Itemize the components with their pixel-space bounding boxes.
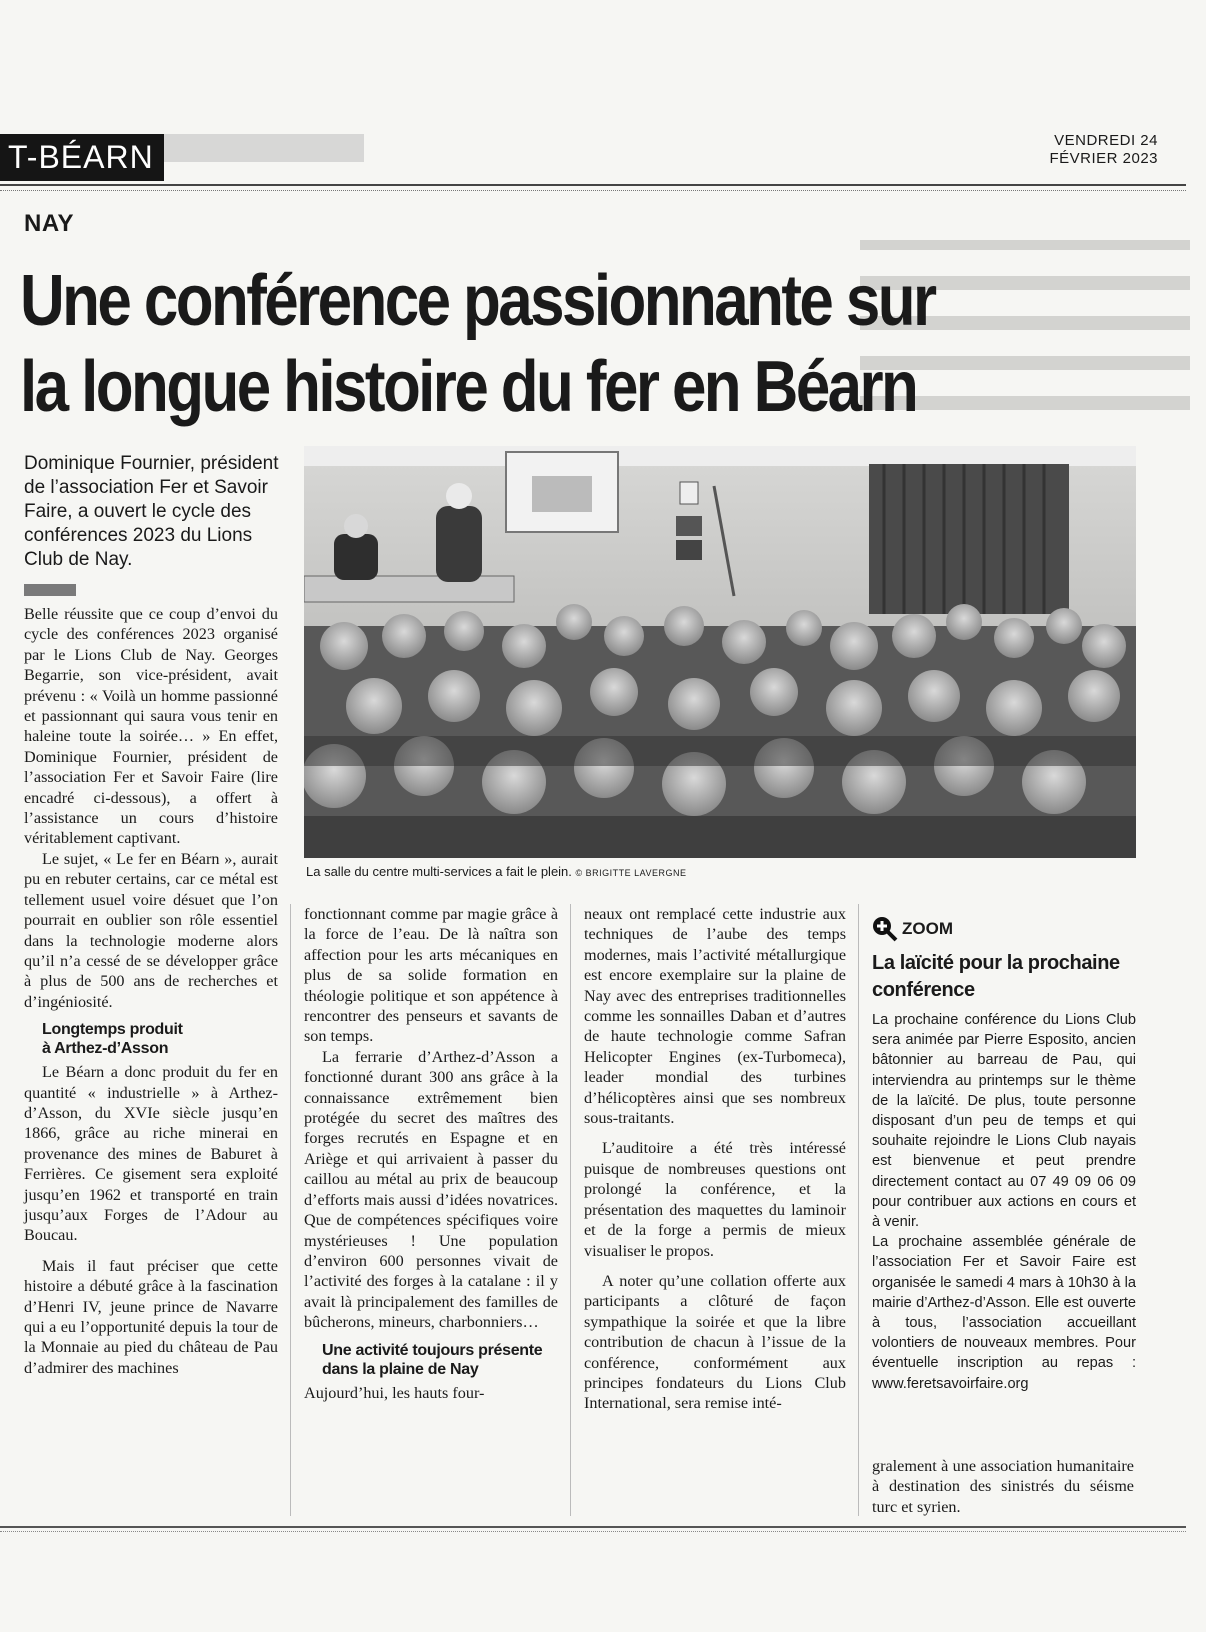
kicker: NAY bbox=[24, 210, 74, 237]
zoom-label bbox=[872, 916, 953, 942]
paragraph: fonctionnant comme par magie grâce à la force de l’eau. De là naîtra son affection pour les arts mécaniques en plus de sa solide formation en théologie politique et son appétence à rencontrer des penseurs et savants de son temps. bbox=[304, 905, 558, 1046]
subheading-line: dans la plaine de Nay bbox=[322, 1360, 479, 1378]
zoom-label-text: ZOOM bbox=[902, 919, 953, 938]
zoom-paragraph: La prochaine assemblée générale de l’association Fer et Savoir Faire est organisée le samedi 4 mars à 10h30 à la mairie d’Arthez-d’Asson. Elle est ouverte à tous, l’association accueillant volontiers de nouveaux membres. Pour éventuelle inscription au repas : www.feretsavoirfaire.org bbox=[872, 1234, 1136, 1392]
ghost-masthead-band bbox=[164, 134, 364, 162]
subheading-line: à Arthez-d’Asson bbox=[42, 1040, 169, 1058]
subheading bbox=[322, 1341, 558, 1379]
magnifier-plus-icon bbox=[872, 916, 898, 942]
dateline bbox=[1049, 132, 1158, 168]
column-separator bbox=[290, 904, 291, 1516]
article-photo bbox=[304, 446, 1136, 858]
paragraph: A noter qu’une collation offerte aux participants a clôturé de façon sympathique la soirée et que la libre contribution de chacun à l’issue de la conférence, conformément aux principes fondateurs du Lions Club International, sera remise inté- bbox=[584, 1271, 846, 1413]
photo-credit: © BRIGITTE LAVERGNE bbox=[575, 868, 687, 878]
paragraph: Belle réussite que ce coup d’envoi du cycle des conférences 2023 organisé par le Lions Club de Nay. Georges Begarrie, son vice-président, avait prévenu : « Voilà un homme passionné et passionnant qui saura vous tenir en haleine toute la soirée… » En effet, Dominique Fournier, président de l’association Fer et Savoir Faire (lire encadré ci-dessous), a offert à l’assistance un cours d’histoire véritablement captivant. bbox=[24, 605, 278, 848]
paragraph: Le Béarn a donc produit du fer en quantité « industrielle » à Arthez-d’Asson, du XVIe siècle jusqu’en 1866, grâce au riche minerai en provenance des mines de Baburet à Ferrières. Ce gisement sera exploité jusqu’en 1962 et transporté en train jusqu’aux Forges de l’Adour au Boucau. bbox=[24, 1063, 278, 1245]
lede: Dominique Fournier, président de l’association Fer et Savoir Faire, a ouvert le cycle des conférences 2023 du Lions Club de Nay. bbox=[24, 453, 279, 570]
subheading-line: Une activité toujours présente bbox=[322, 1341, 543, 1359]
paragraph: Mais il faut préciser que cette histoire a débuté grâce à la fascination d’Henri IV, jeune prince de Navarre qui a eu l’opportunité depuis la tour de la Monnaie au pied du château de Pau d’admirer des machines bbox=[24, 1256, 278, 1377]
article-column-1 bbox=[24, 604, 278, 1378]
header-rule bbox=[0, 184, 1186, 191]
zoom-body bbox=[872, 1010, 1136, 1394]
article-column-4-tail bbox=[872, 1456, 1134, 1517]
zoom-title: La laïcité pour la prochaine conférence bbox=[872, 952, 1120, 1001]
subheading-line: Longtemps produit bbox=[42, 1021, 183, 1039]
paragraph: La ferrarie d’Arthez-d’Asson a fonctionné durant 300 ans grâce à la connaissance extrêmement bien protégée du secret des maîtres des forges recrutés en Espagne et en Ariège et qui arrivaient à passer du caillou au métal au prix de beaucoup d’efforts mais aussi d’idées novatrices. Que de compétences spécifiques voire mystérieuses ! Une population d’environ 600 personnes vivait de l’activité des forges à la catalane : il y avait là principalement des familles de bûcherons, mineurs, charbonniers… bbox=[304, 1047, 558, 1332]
headline-line-2: la longue histoire du fer en Béarn bbox=[20, 347, 917, 427]
column-separator bbox=[858, 904, 859, 1516]
paragraph: neaux ont remplacé cette industrie aux techniques de l’aube des temps modernes, mais l’activité métallurgique est encore exemplaire sur la plaine de Nay avec des entreprises traditionnelles comme les sonnailles Daban et d’autres de haute technologie comme Safran Helicopter Engines (ex-Turbomeca), leader mondial des turbines d’hélicoptères ainsi que ses nombreux sous-traitants. bbox=[584, 905, 846, 1128]
zoom-paragraph: La prochaine conférence du Lions Club sera animée par Pierre Esposito, ancien bâtonnier au barreau de Pau, qui interviendra au printemps sur le thème de la laïcité. De plus, toute personne disposant d’un peu de temps et qui souhaite rejoindre le Lions Club nayais est bienvenue et peut prendre directement contact au 07 49 09 06 09 pour contribuer aux actions en cours et à venir. bbox=[872, 1012, 1136, 1231]
caption-text: La salle du centre multi-services a fait le plein. bbox=[306, 864, 572, 879]
paragraph: Aujourd’hui, les hauts four- bbox=[304, 1383, 485, 1402]
section-tag: T-BÉARN bbox=[0, 134, 164, 181]
paragraph: Le sujet, « Le fer en Béarn », aurait pu en rebuter certains, car ce métal est tellement usuel voire désuet que l’on pourrait en oublier son rôle essentiel dans la technologie moderne alors qu’il n’a cessé de se développer grâce à plus de 500 ans de recherches et d’ingéniosité. bbox=[24, 849, 278, 1011]
date-line-2: FÉVRIER 2023 bbox=[1049, 150, 1158, 167]
article-column-2 bbox=[304, 904, 558, 1403]
footer-rule bbox=[0, 1526, 1186, 1532]
paragraph: L’auditoire a été très intéressé puisque de nombreuses questions ont prolongé la conférence, et la présentation des maquettes du laminoir et de la forge a permis de mieux visualiser le propos. bbox=[584, 1139, 846, 1260]
lede-separator bbox=[24, 584, 76, 596]
subheading bbox=[42, 1020, 278, 1058]
article-column-3 bbox=[584, 904, 846, 1414]
column-separator bbox=[570, 904, 571, 1516]
date-line-1: VENDREDI 24 bbox=[1054, 132, 1158, 149]
conference-audience-photo bbox=[304, 446, 1136, 858]
photo-caption bbox=[306, 864, 1136, 879]
headline-line-1: Une conférence passionnante sur bbox=[20, 261, 935, 341]
paragraph: gralement à une association humanitaire à destination des sinistrés du séisme turc et syrien. bbox=[872, 1457, 1134, 1516]
headline bbox=[20, 258, 935, 430]
